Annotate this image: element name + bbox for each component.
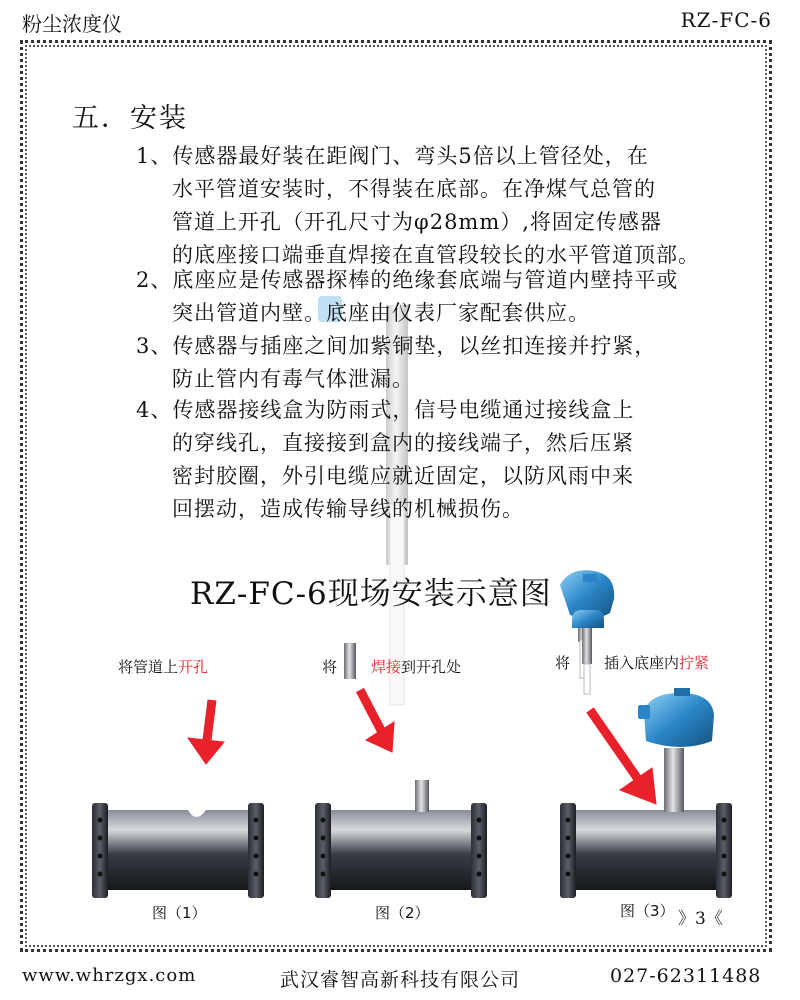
item-text: 底座应是传感器探棒的绝缘套底端与管道内壁持平或 [172, 268, 679, 292]
item-text: 的穿线孔，直接接到盒内的接线端子，然后压紧 [172, 431, 634, 455]
figure-2-label: 图（2） [375, 904, 430, 922]
step-2-caption [322, 656, 461, 677]
step-3-caption [555, 652, 709, 673]
step-1-caption [118, 656, 208, 677]
caption-text: 将 [322, 658, 338, 676]
caption-text: 将 [555, 654, 571, 672]
caption-text: 到开孔处 [401, 658, 462, 676]
item-number: 3、 [136, 334, 173, 358]
item-number: 2、 [136, 268, 173, 292]
item-text: 传感器与插座之间加紫铜垫，以丝扣连接并拧紧， [172, 334, 657, 358]
section-title: 五．安装 [72, 103, 188, 134]
header-product-name: 粉尘浓度仪 [22, 12, 122, 36]
item-number: 4、 [136, 398, 173, 422]
install-item-4 [136, 394, 756, 526]
install-item-1 [136, 140, 756, 272]
figure-1-label: 图（1） [152, 904, 207, 922]
caption-highlight: 焊接 [371, 658, 402, 676]
item-text: 的底座接口端垂直焊接在直管段较长的水平管道顶部。 [172, 243, 700, 267]
figure-2-pipe [315, 780, 487, 898]
footer-company: 武汉睿智高新科技有限公司 [280, 969, 521, 991]
item-text: 突出管道内壁。底座由仪表厂家配套供应。 [172, 301, 590, 325]
item-text: 回摆动，造成传输导线的机械损伤。 [172, 497, 524, 521]
footer-website: www.whrzgx.com [22, 965, 197, 986]
install-item-2 [136, 264, 756, 330]
footer-phone: 027-62311488 [610, 965, 762, 987]
caption-text: 插入底座内 [604, 654, 680, 672]
caption-highlight: 开孔 [178, 658, 209, 676]
diagram-title: RZ-FC-6现场安装示意图 [190, 576, 552, 612]
install-item-3 [136, 330, 756, 396]
item-text: 管道上开孔（开孔尺寸为φ28mm）,将固定传感器 [172, 210, 662, 234]
item-text: 防止管内有毒气体泄漏。 [172, 367, 414, 391]
item-text: 传感器最好装在距阀门、弯头5倍以上管径处，在 [172, 144, 649, 168]
figure-3-label: 图（3） [620, 902, 675, 920]
item-text: 密封胶圈，外引电缆应就近固定，以防风雨中来 [172, 464, 634, 488]
caption-highlight: 拧紧 [679, 654, 710, 672]
item-text: 传感器接线盒为防雨式，信号电缆通过接线盒上 [172, 398, 635, 422]
item-text: 水平管道安装时，不得装在底部。在净煤气总管的 [172, 177, 656, 201]
page-number: 》3《 [678, 909, 723, 929]
item-number: 1、 [136, 144, 173, 168]
header-model: RZ-FC-6 [680, 8, 772, 32]
caption-text: 将管道上 [118, 658, 179, 676]
figure-1-pipe [92, 803, 264, 898]
